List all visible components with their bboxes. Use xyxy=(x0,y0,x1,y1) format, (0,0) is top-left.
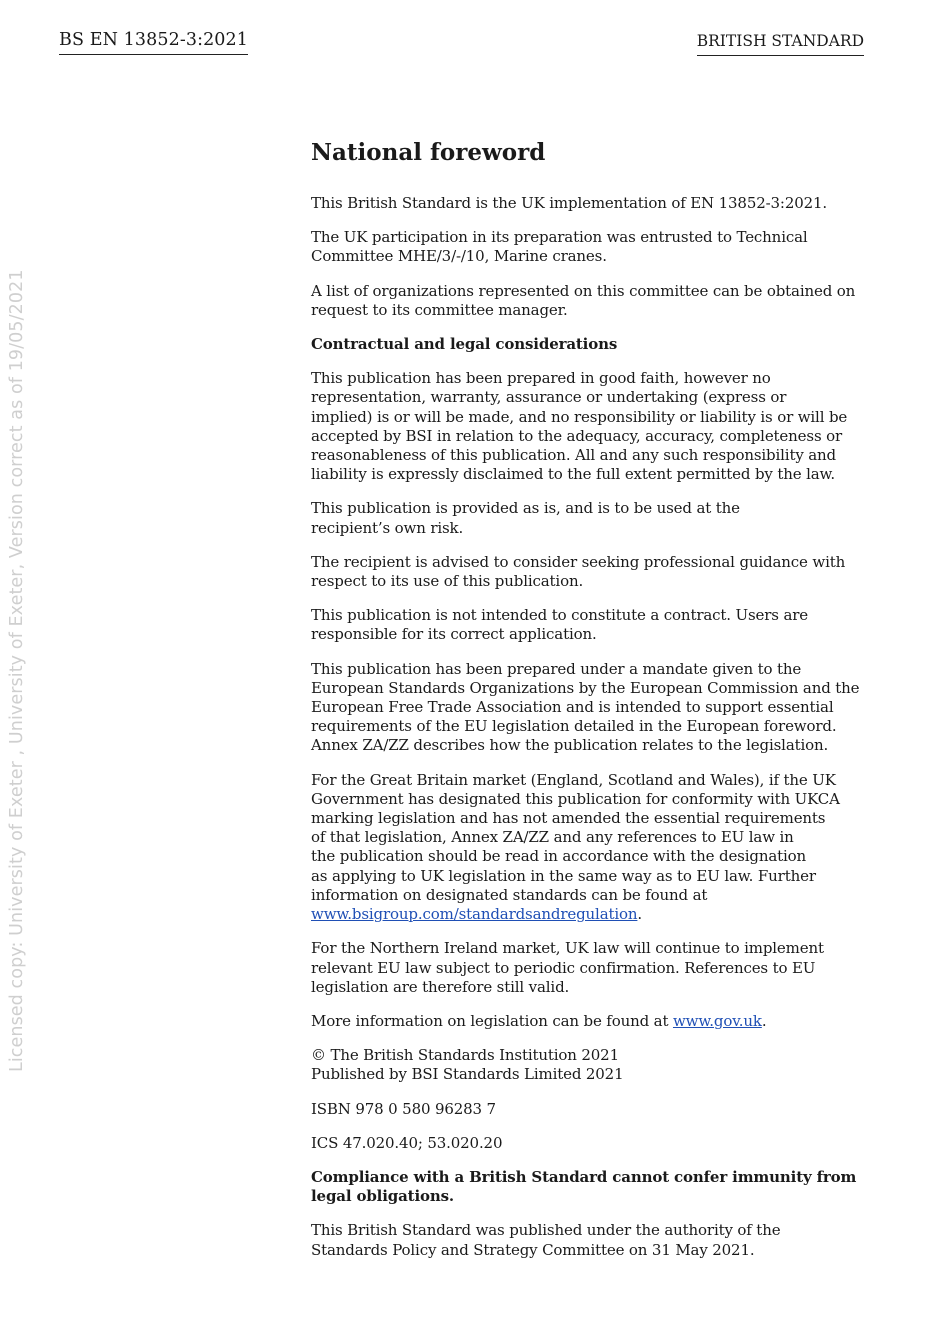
text-line: This publication has been prepared under a mandate given to the xyxy=(311,659,802,678)
text-line: This publication is provided as is, and is to be used at the xyxy=(311,499,740,518)
text-line: Compliance with a British Standard cannot confer immunity from xyxy=(311,1167,857,1186)
text-line: implied) is or will be made, and no responsibility or liability is or will be xyxy=(311,407,848,426)
copyright-line: © The British Standards Institution 2021 xyxy=(311,1046,619,1065)
text-line: marking legislation and has not amended the essential requirements xyxy=(311,809,826,828)
paragraph-more-information xyxy=(311,1012,867,1031)
text-line: accepted by BSI in relation to the adequacy, accuracy, completeness or xyxy=(311,426,843,445)
text-line: information on designated standards can be found at xyxy=(311,885,708,904)
text-line: European Standards Organizations by the European Commission and the xyxy=(311,678,860,697)
paragraph-great-britain-lines xyxy=(311,771,867,905)
text-line: legislation are therefore still valid. xyxy=(311,977,570,996)
text-line: responsible for its correct application. xyxy=(311,625,597,644)
text-line: of that legislation, Annex ZA/ZZ and any references to EU law in xyxy=(311,828,794,847)
text-line: reasonableness of this publication. All and any such responsibility and xyxy=(311,446,837,465)
text-line: The UK participation in its preparation was entrusted to Technical xyxy=(311,228,808,247)
paragraph-northern-ireland-market xyxy=(311,939,867,997)
text-line: For the Northern Ireland market, UK law will continue to implement xyxy=(311,939,824,958)
text-line: Standards Policy and Strategy Committee on 31 May 2021. xyxy=(311,1240,755,1259)
header-document-id: BS EN 13852-3:2021 xyxy=(59,30,248,55)
more-info-text: More information on legislation can be found at xyxy=(311,1011,673,1030)
text-line: A list of organizations represented on this committee can be obtained on xyxy=(311,281,856,300)
text-line: representation, warranty, assurance or undertaking (express or xyxy=(311,388,787,407)
page-title: National foreword xyxy=(311,139,546,166)
text-line: Government has designated this publication for conformity with UKCA xyxy=(311,789,840,808)
paragraph-as-is xyxy=(311,499,867,537)
paragraph-not-contract xyxy=(311,606,867,644)
paragraph-great-britain-market xyxy=(311,771,867,925)
text-line: This publication is not intended to constitute a contract. Users are xyxy=(311,606,808,625)
compliance-statement xyxy=(311,1168,867,1206)
copyright-block xyxy=(311,1046,867,1084)
text-line: liability is expressly disclaimed to the full extent permitted by the law. xyxy=(311,465,836,484)
text-line: the publication should be read in accordance with the designation xyxy=(311,847,807,866)
license-watermark: Licensed copy: University of Exeter , University of Exeter, Version correct as of 19/05/2021 xyxy=(7,269,27,1072)
bsigroup-link[interactable]: www.bsigroup.com/standardsandregulation xyxy=(311,905,638,924)
paragraph-committee-list xyxy=(311,282,867,320)
text-line: This British Standard was published under the authority of the xyxy=(311,1221,781,1240)
text-line: requirements of the EU legislation detailed in the European foreword. xyxy=(311,717,837,736)
text-line: The recipient is advised to consider seeking professional guidance with xyxy=(311,552,846,571)
text-line: This British Standard is the UK implementation of EN 13852-3:2021. xyxy=(311,194,828,212)
text-line: recipient’s own risk. xyxy=(311,518,464,537)
paragraph-implementation xyxy=(311,194,867,213)
publisher-line: Published by BSI Standards Limited 2021 xyxy=(311,1065,624,1084)
text-line: as applying to UK legislation in the same way as to EU law. Further xyxy=(311,866,816,885)
text-line: European Free Trade Association and is intended to support essential xyxy=(311,698,834,717)
link-end-period: . xyxy=(637,905,643,924)
paragraph-mandate xyxy=(311,660,867,756)
text-line: Committee MHE/3/-/10, Marine cranes. xyxy=(311,247,607,266)
heading-contractual-legal: Contractual and legal considerations xyxy=(311,335,618,354)
paragraph-participation xyxy=(311,228,867,266)
national-foreword-section xyxy=(311,138,867,1275)
publication-authority xyxy=(311,1221,867,1259)
paragraph-good-faith xyxy=(311,369,867,484)
ics-codes: ICS 47.020.40; 53.020.20 xyxy=(311,1133,503,1152)
gov-uk-link[interactable]: www.gov.uk xyxy=(672,1011,762,1030)
text-line: For the Great Britain market (England, Scotland and Wales), if the UK xyxy=(311,770,836,789)
text-line: respect to its use of this publication. xyxy=(311,572,584,591)
header-series-label: BRITISH STANDARD xyxy=(697,32,864,56)
text-line: This publication has been prepared in good faith, however no xyxy=(311,369,771,388)
text-line: request to its committee manager. xyxy=(311,300,568,319)
more-info-end-period: . xyxy=(761,1011,767,1030)
text-line: relevant EU law subject to periodic confirmation. References to EU xyxy=(311,958,816,977)
text-line: Annex ZA/ZZ describes how the publication relates to the legislation. xyxy=(311,736,829,755)
paragraph-professional-guidance xyxy=(311,553,867,591)
isbn: ISBN 978 0 580 96283 7 xyxy=(311,1099,496,1118)
text-line: legal obligations. xyxy=(311,1187,454,1206)
